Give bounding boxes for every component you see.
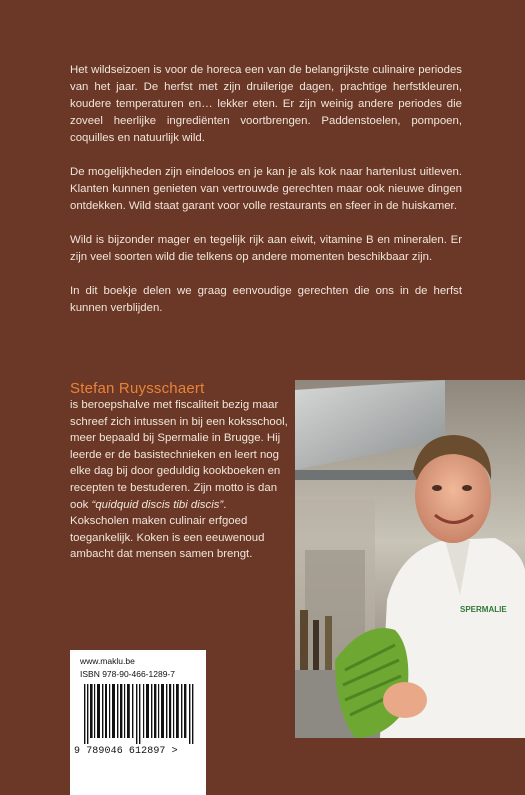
publisher-url: www.maklu.be [80, 656, 135, 666]
isbn-text: ISBN 978-90-466-1289-7 [80, 669, 175, 679]
barcode-icon [82, 684, 196, 744]
intro-text [70, 62, 462, 334]
intro-paragraph-4: In dit boekje delen we graag eenvoudige gerechten die ons in de herfst kunnen verblijden. [70, 285, 462, 314]
author-bio [70, 397, 288, 563]
barcode-panel [70, 650, 206, 795]
author-photo [295, 380, 525, 738]
barcode-digits: 9 789046 612897 > [74, 746, 178, 757]
author-photo-illustration [295, 380, 525, 738]
jacket-logo: SPERMALIE [460, 605, 507, 614]
intro-paragraph-3: Wild is bijzonder mager en tegelijk rijk aan eiwit, vitamine B en mineralen. Er zijn veel soorten wild die telkens op andere momenten beschikbaar zijn. [70, 234, 462, 263]
author-motto: “quidquid discis tibi discis” [91, 498, 224, 511]
bio-text-1: is beroepshalve met fiscaliteit bezig maar schreef zich intussen in bij een koksschool, meer bepaald bij Spermalie in Brugge. Hij leerde er de basistechnieken en leert nog elke dag bij door geduldig kookboeken en recepten te bestuderen. Zijn motto is dan ook [70, 399, 288, 511]
author-name: Stefan Ruysschaert [70, 380, 205, 397]
bio-text-2: . Kokscholen maken culinair erfgoed toegankelijk. Koken is een eeuwenoud ambacht dat mensen samen brengt. [70, 498, 265, 561]
intro-paragraph-1: Het wildseizoen is voor de horeca een van de belangrijkste culinaire periodes van het jaar. De herfst met zijn druilerige dagen, prachtige herfstkleuren, koudere temperaturen en… lekker eten. Er zijn weinig andere periodes die zoveel heerlijke ingrediënten voortbrengen. Paddenstoelen, pompoen, coquilles en natuurlijk wild. [70, 64, 462, 144]
intro-paragraph-2: De mogelijkheden zijn eindeloos en je kan je als kok naar hartenlust uitleven. Klanten kunnen genieten van vertrouwde gerechten maar ook nieuwe dingen ontdekken. Wild staat garant voor volle restaurants en sfeer in de huiskamer. [70, 166, 462, 212]
